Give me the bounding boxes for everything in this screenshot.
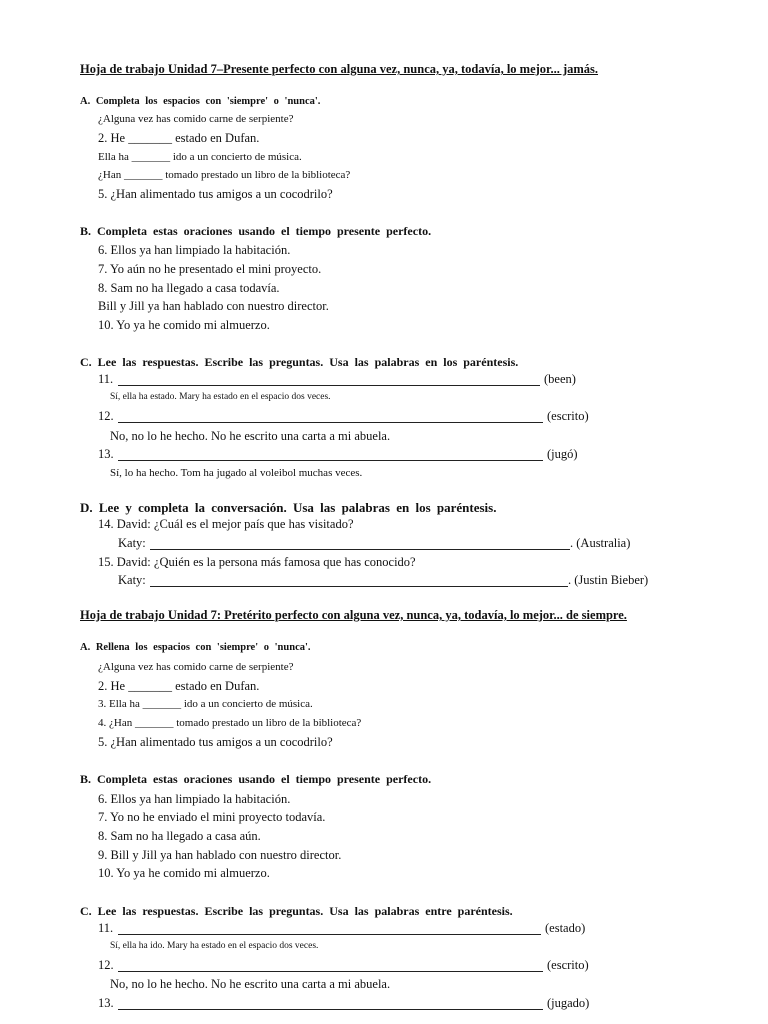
- w2-a-line-5: 5. ¿Han alimentado tus amigos a un cocodrilo?: [98, 735, 333, 749]
- w1-sectionB-heading: B. Completa estas oraciones usando el tiempo presente perfecto.: [80, 224, 432, 238]
- w1-c11-hint: (been): [544, 372, 576, 386]
- w1-c13-hint: (jugó): [547, 447, 578, 461]
- w2-b-line-5: 10. Yo ya he comido mi almuerzo.: [98, 866, 270, 880]
- w1-b-line-5: 10. Yo ya he comido mi almuerzo.: [98, 318, 270, 332]
- w1-d15-answer-line[interactable]: [150, 586, 568, 587]
- w1-a-line-4: ¿Han _______ tomado prestado un libro de la biblioteca?: [98, 169, 351, 181]
- w2-c12-answer: No, no lo he hecho. No he escrito una carta a mi abuela.: [110, 977, 391, 991]
- w1-d14-question: 14. David: ¿Cuál es el mejor país que has visitado?: [98, 517, 354, 531]
- w2-sectionA-heading: A. Rellena los espacios con 'siempre' o 'nunca'.: [80, 642, 311, 653]
- w1-b-line-4: Bill y Jill ya han hablado con nuestro director.: [98, 299, 329, 313]
- w2-c12-answer-line[interactable]: [118, 971, 543, 972]
- w2-a-line-3: 3. Ella ha _______ ido a un concierto de música.: [98, 698, 313, 710]
- w1-d14-hint: . (Australia): [570, 536, 631, 550]
- w2-sectionC-heading: C. Lee las respuestas. Escribe las preguntas. Usa las palabras entre paréntesis.: [80, 904, 513, 918]
- w1-d15-speaker: Katy:: [118, 573, 146, 587]
- w2-c13-number: 13.: [98, 996, 114, 1010]
- w2-c11-number: 11.: [98, 921, 114, 935]
- w2-c11-answer-line[interactable]: [118, 934, 541, 935]
- w1-c12-answer-line[interactable]: [118, 422, 543, 423]
- w1-a-line-5: 5. ¿Han alimentado tus amigos a un cocodrilo?: [98, 187, 333, 201]
- w1-c13-answer-line[interactable]: [118, 460, 543, 461]
- w2-b-line-1: 6. Ellos ya han limpiado la habitación.: [98, 792, 291, 806]
- w2-c13-answer-line[interactable]: [118, 1009, 543, 1010]
- w2-a-line-4: 4. ¿Han _______ tomado prestado un libro de la biblioteca?: [98, 717, 362, 729]
- w2-b-line-3: 8. Sam no ha llegado a casa aún.: [98, 829, 261, 843]
- w1-a-line-1: ¿Alguna vez has comido carne de serpiente?: [98, 113, 294, 125]
- worksheet2-title: Hoja de trabajo Unidad 7: Pretérito perfecto con alguna vez, nunca, ya, todavía, lo mejor... de siempre.: [80, 608, 627, 622]
- w1-c12-answer: No, no lo he hecho. No he escrito una carta a mi abuela.: [110, 429, 391, 443]
- w2-b-line-2: 7. Yo no he enviado el mini proyecto todavía.: [98, 810, 326, 824]
- w2-c13-hint: (jugado): [547, 996, 590, 1010]
- w2-c12-number: 12.: [98, 958, 114, 972]
- w1-b-line-1: 6. Ellos ya han limpiado la habitación.: [98, 243, 291, 257]
- w1-d15-question: 15. David: ¿Quién es la persona más famosa que has conocido?: [98, 555, 416, 569]
- w1-c13-answer: Sí, lo ha hecho. Tom ha jugado al voleibol muchas veces.: [110, 467, 363, 479]
- w1-sectionC-heading: C. Lee las respuestas. Escribe las preguntas. Usa las palabras en los paréntesis.: [80, 355, 519, 369]
- w1-a-line-3: Ella ha _______ ido a un concierto de música.: [98, 151, 302, 163]
- w2-c11-hint: (estado): [545, 921, 586, 935]
- w2-c11-answer: Sí, ella ha ido. Mary ha estado en el espacio dos veces.: [110, 941, 319, 951]
- w1-c11-answer: Sí, ella ha estado. Mary ha estado en el espacio dos veces.: [110, 392, 331, 402]
- w1-b-line-2: 7. Yo aún no he presentado el mini proyecto.: [98, 262, 322, 276]
- w2-b-line-4: 9. Bill y Jill ya han hablado con nuestro director.: [98, 848, 342, 862]
- w1-d14-answer-line[interactable]: [150, 549, 570, 550]
- w2-a-line-2: 2. He _______ estado en Dufan.: [98, 679, 260, 693]
- w2-a-line-1: ¿Alguna vez has comido carne de serpiente?: [98, 661, 294, 673]
- worksheet1-title: Hoja de trabajo Unidad 7–Presente perfecto con alguna vez, nunca, ya, todavía, lo mejor... jamás.: [80, 62, 599, 76]
- w1-c11-number: 11.: [98, 372, 114, 386]
- w1-c12-number: 12.: [98, 409, 114, 423]
- w1-d15-hint: . (Justin Bieber): [568, 573, 649, 587]
- w1-sectionA-heading: A. Completa los espacios con 'siempre' o 'nunca'.: [80, 96, 321, 107]
- w2-sectionB-heading: B. Completa estas oraciones usando el tiempo presente perfecto.: [80, 772, 432, 786]
- w1-a-line-2: 2. He _______ estado en Dufan.: [98, 131, 260, 145]
- w1-d14-speaker: Katy:: [118, 536, 146, 550]
- w1-sectionD-heading: D. Lee y completa la conversación. Usa las palabras en los paréntesis.: [80, 500, 497, 515]
- w1-c13-number: 13.: [98, 447, 114, 461]
- w1-c12-hint: (escrito): [547, 409, 589, 423]
- w1-c11-answer-line[interactable]: [118, 385, 540, 386]
- w1-b-line-3: 8. Sam no ha llegado a casa todavía.: [98, 281, 280, 295]
- w2-c12-hint: (escrito): [547, 958, 589, 972]
